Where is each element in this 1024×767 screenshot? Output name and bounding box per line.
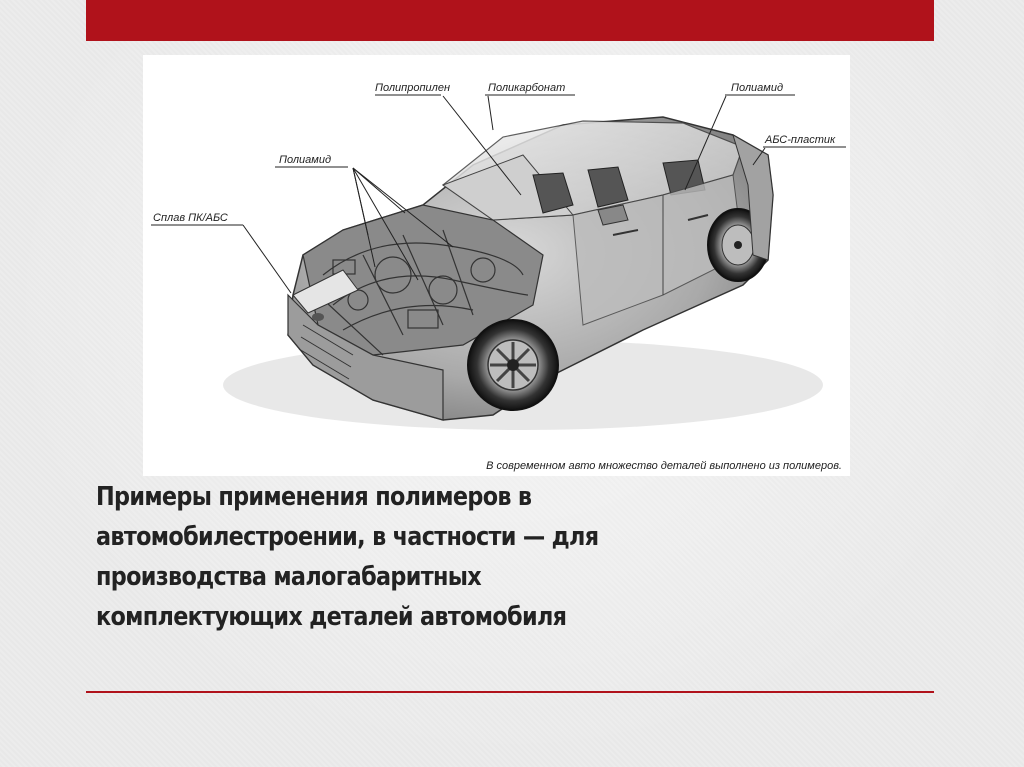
callout-abs-plastic: АБС-пластик bbox=[765, 134, 836, 146]
title-line: Примеры применения полимеров в bbox=[96, 482, 532, 512]
car-diagram-figure bbox=[143, 55, 850, 476]
title-line: автомобилестроении, в частности — для bbox=[96, 522, 599, 552]
callout-polycarbonate: Поликарбонат bbox=[488, 82, 566, 94]
title-line: производства малогабаритных bbox=[96, 562, 482, 592]
callout-polyamide-left: Полиамид bbox=[279, 154, 332, 166]
top-accent-bar bbox=[86, 0, 934, 41]
callout-pc-abs-alloy: Сплав ПК/АБС bbox=[153, 212, 228, 224]
figure-caption: В современном авто множество деталей выполнено из полимеров. bbox=[486, 460, 842, 472]
title-line: комплектующих деталей автомобиля bbox=[96, 602, 567, 632]
car-cutaway-illustration bbox=[143, 55, 850, 476]
bottom-accent-rule bbox=[86, 691, 934, 693]
slide-title bbox=[96, 477, 784, 637]
callout-polypropylene: Полипропилен bbox=[375, 82, 451, 94]
callout-polyamide-top: Полиамид bbox=[731, 82, 784, 94]
